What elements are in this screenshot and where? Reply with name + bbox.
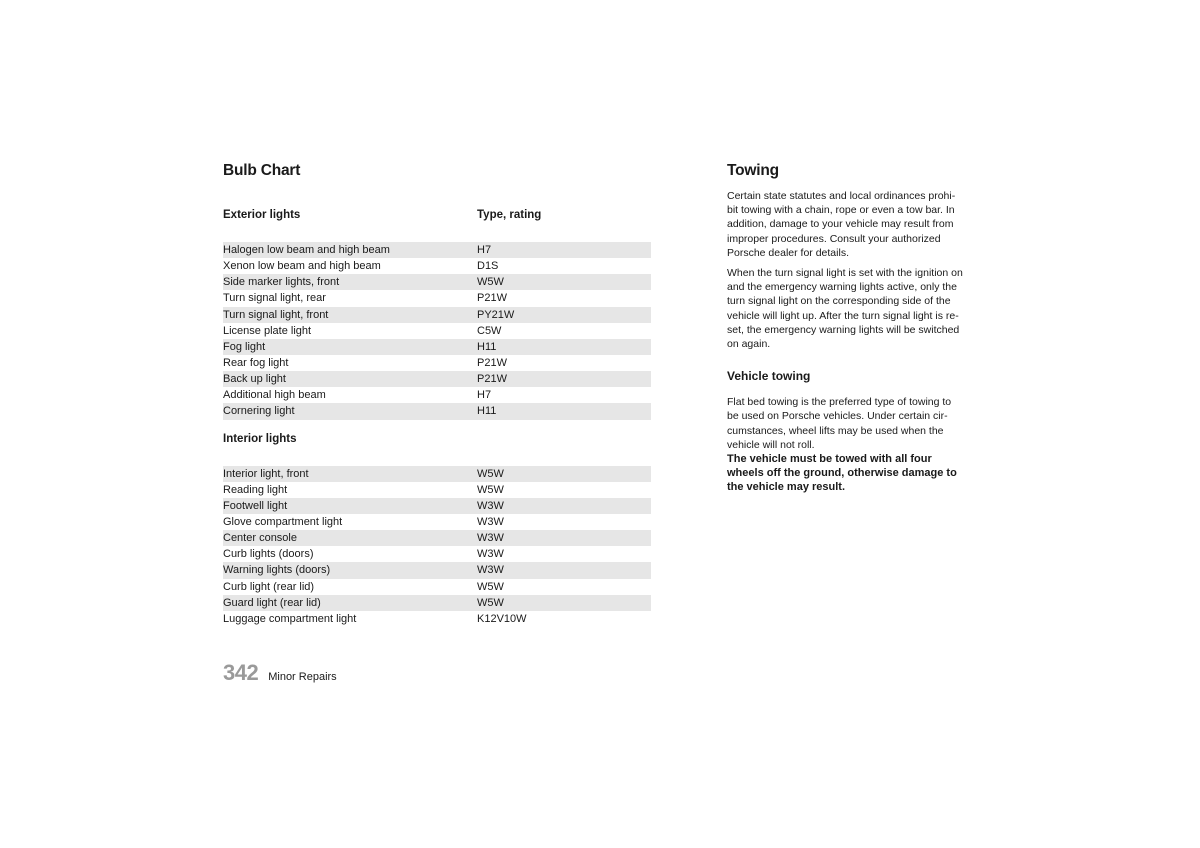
- table-row: [223, 611, 651, 627]
- table-row: [223, 546, 651, 562]
- bulb-location: Side marker lights, front: [223, 276, 340, 289]
- text-line: When the turn signal light is set with the ignition on: [727, 267, 963, 280]
- interior-lights-header: [223, 431, 651, 447]
- table-row: [223, 371, 651, 387]
- exterior-lights-header: [223, 207, 651, 223]
- table-row: [223, 387, 651, 403]
- bulb-location: Back up light: [223, 373, 286, 386]
- bulb-location: Turn signal light, rear: [223, 292, 326, 305]
- table-row: [223, 482, 651, 498]
- bulb-location: Luggage compartment light: [223, 612, 357, 625]
- text-line: wheels off the ground, otherwise damage to: [727, 467, 957, 480]
- bulb-type: W5W: [477, 483, 504, 496]
- bulb-location: Cornering light: [223, 405, 295, 418]
- text-line: be used on Porsche vehicles. Under certain cir-: [727, 410, 948, 423]
- table-row: [223, 323, 651, 339]
- bulb-type: W5W: [477, 276, 504, 289]
- table-row: [223, 403, 651, 419]
- bulb-type: D1S: [477, 260, 499, 273]
- bulb-location: Glove compartment light: [223, 515, 343, 528]
- bulb-type: W5W: [477, 580, 504, 593]
- bulb-location: Guard light (rear lid): [223, 596, 321, 609]
- bulb-location: Additional high beam: [223, 389, 326, 402]
- bulb-type: PY21W: [477, 308, 515, 321]
- text-line: vehicle will not roll.: [727, 438, 815, 451]
- text-line: on again.: [727, 338, 771, 351]
- text-line: and the emergency warning lights active, only the: [727, 281, 957, 294]
- bulb-type: H11: [477, 340, 497, 353]
- page-number: 342: [223, 660, 259, 685]
- exterior-lights-heading: Exterior lights: [223, 209, 301, 221]
- towing-paragraph-statutes: [727, 189, 963, 260]
- bulb-type: H11: [477, 405, 497, 418]
- text-line: vehicle will light up. After the turn signal light is re-: [727, 309, 959, 322]
- table-row: [223, 258, 651, 274]
- interior-lights-heading: Interior lights: [223, 432, 297, 445]
- bulb-type: K12V10W: [477, 612, 527, 625]
- bulb-type: W3W: [477, 564, 504, 577]
- bulb-location: Xenon low beam and high beam: [223, 260, 381, 273]
- table-row: [223, 466, 651, 482]
- exterior-lights-table: [223, 242, 651, 420]
- text-line: turn signal light on the corresponding side of the: [727, 295, 951, 308]
- text-line: addition, damage to your vehicle may result from: [727, 218, 954, 231]
- table-row: [223, 595, 651, 611]
- bulb-location: Curb lights (doors): [223, 548, 314, 561]
- bulb-chart-section: [223, 160, 651, 627]
- bulb-type: W5W: [477, 596, 504, 609]
- bulb-location: Halogen low beam and high beam: [223, 244, 390, 256]
- bulb-location: Interior light, front: [223, 467, 309, 480]
- bulb-location: Footwell light: [223, 499, 288, 512]
- text-line: bit towing with a chain, rope or even a tow bar. In: [727, 204, 955, 217]
- bulb-location: Reading light: [223, 483, 288, 496]
- text-line: Certain state statutes and local ordinances prohi-: [727, 190, 956, 202]
- table-row: [223, 530, 651, 546]
- towing-title: Towing: [727, 162, 779, 179]
- towing-paragraph-turn-signal: [727, 266, 963, 351]
- table-row: [223, 514, 651, 530]
- table-row: [223, 562, 651, 578]
- type-rating-heading: Type, rating: [477, 209, 542, 221]
- bulb-chart-title: Bulb Chart: [223, 162, 301, 179]
- bulb-location: Warning lights (doors): [223, 564, 331, 577]
- bulb-type: W3W: [477, 532, 504, 545]
- bulb-type: H7: [477, 389, 492, 402]
- bulb-type: W3W: [477, 548, 504, 561]
- bulb-type: P21W: [477, 292, 507, 305]
- bulb-type: P21W: [477, 373, 507, 386]
- text-line: set, the emergency warning lights will be switched: [727, 323, 960, 336]
- text-line: Flat bed towing is the preferred type of towing to: [727, 396, 952, 409]
- bulb-type: W3W: [477, 515, 504, 528]
- interior-lights-table: [223, 466, 651, 627]
- page-footer: [223, 660, 337, 686]
- vehicle-towing-warning: [727, 452, 963, 495]
- table-row: [223, 339, 651, 355]
- bulb-type: P21W: [477, 356, 507, 369]
- towing-section: [727, 160, 963, 495]
- footer-section-name: Minor Repairs: [268, 671, 337, 683]
- bulb-type: C5W: [477, 324, 502, 337]
- table-row: [223, 307, 651, 323]
- table-row: [223, 290, 651, 306]
- bulb-location: License plate light: [223, 324, 312, 337]
- text-line: improper procedures. Consult your authorized: [727, 232, 941, 245]
- text-line: Porsche dealer for details.: [727, 246, 849, 259]
- bulb-location: Center console: [223, 532, 297, 545]
- vehicle-towing-title: Vehicle towing: [727, 369, 811, 384]
- table-row: [223, 274, 651, 290]
- bulb-location: Rear fog light: [223, 356, 289, 369]
- bulb-type: W3W: [477, 499, 504, 512]
- table-row: [223, 498, 651, 514]
- bulb-type: W5W: [477, 467, 504, 480]
- bulb-location: Turn signal light, front: [223, 308, 329, 321]
- bulb-type: H7: [477, 244, 492, 256]
- text-line: The vehicle must be towed with all four: [727, 453, 932, 466]
- bulb-location: Curb light (rear lid): [223, 580, 315, 593]
- text-line: cumstances, wheel lifts may be used when the: [727, 424, 944, 437]
- table-row: [223, 579, 651, 595]
- text-line: the vehicle may result.: [727, 481, 845, 494]
- table-row: [223, 242, 651, 258]
- table-row: [223, 355, 651, 371]
- vehicle-towing-paragraph: [727, 395, 963, 452]
- bulb-location: Fog light: [223, 340, 266, 353]
